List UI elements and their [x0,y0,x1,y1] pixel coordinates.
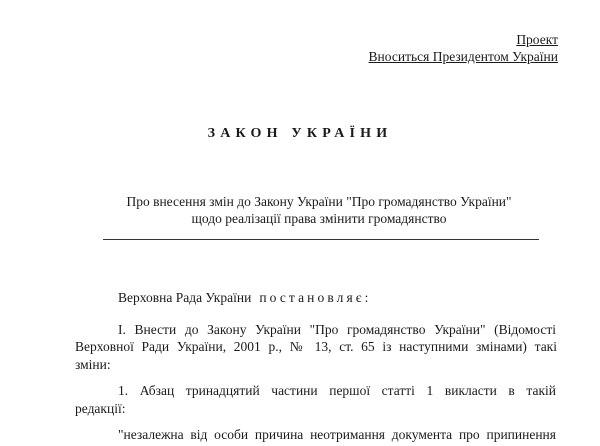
title-divider [103,239,539,240]
section-1-line-3: зміни: [75,357,111,372]
item-1-line-2: редакції: [75,401,126,416]
submitted-by-label: Вноситься Президентом України [368,49,558,64]
quote-line-1: "незалежна від особи причина неотримання документа про припинення [118,427,556,442]
law-subtitle-line-2: щодо реалізації права змінити громадянство [191,211,447,226]
rada-verb: постановляє: [259,290,372,305]
section-1-line-2: Верховної Ради України, 2001 р., № 13, ст. 65 із наступними змінами) такі [75,339,557,354]
rada-resolution-line [118,289,600,307]
project-label: Проект [516,32,558,47]
rada-name: Верховна Рада України [118,290,252,305]
law-subtitle-line-1: Про внесення змін до Закону України "Про громадянство України" [126,194,512,209]
law-title: ЗАКОН УКРАЇНИ [207,126,393,141]
item-1-line-1: 1. Абзац тринадцятий частини першої статті 1 викласти в такій [118,383,556,398]
section-1-line-1: I. Внести до Закону України "Про громадянство України" (Відомості [118,322,556,337]
